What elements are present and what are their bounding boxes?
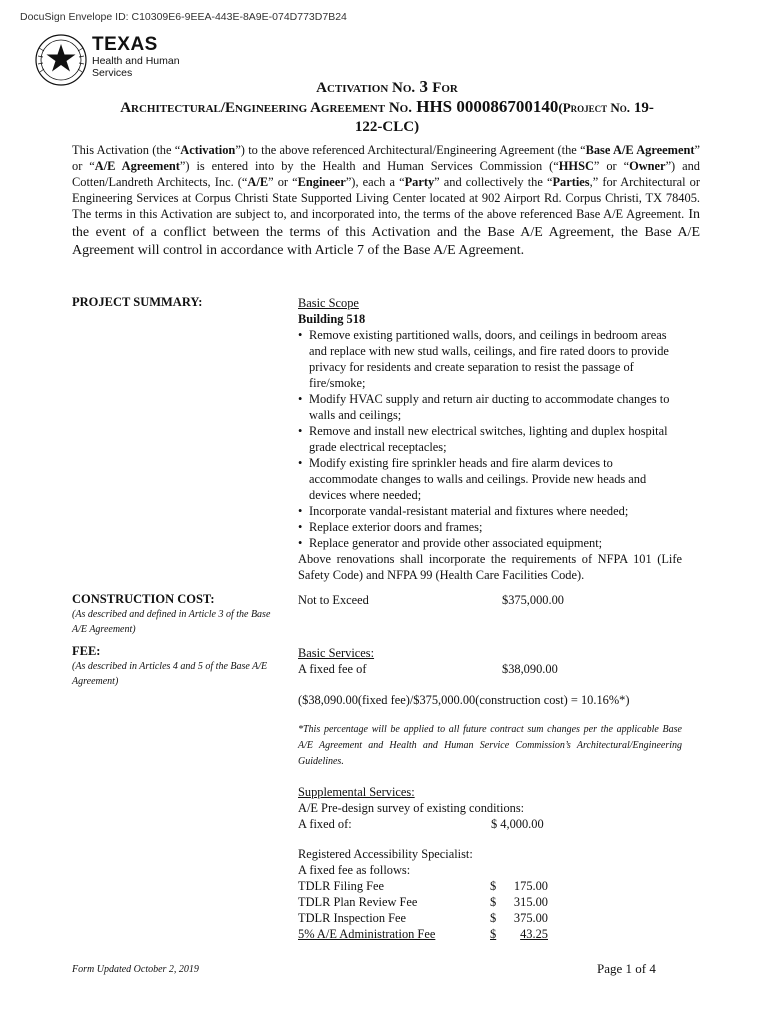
fee-item-dollar: $ [490,927,497,941]
fee-item-dollar: $ [490,911,497,925]
fee-item-row [298,926,558,942]
fee-item-row [298,878,558,894]
title-line-3: 122-CLC) [354,119,420,135]
fee-item-value: 175.00 [513,879,548,893]
fee-item-label: TDLR Inspection Fee [298,911,407,925]
project-summary-content [298,295,682,583]
building-heading: Building 518 [298,312,366,326]
fee-label: FEE: [72,644,101,658]
logo-texas: TEXAS [92,34,158,55]
basic-scope-heading: Basic Scope [298,296,359,310]
basic-services-amount: $38,090.00 [502,662,558,676]
scope-closing: Above renovations shall incorporate the requirements of NFPA 101 (Life Safety Code) and NFPA 99 (Health Care Facilities Code). [298,552,682,582]
fee-item-row [298,894,558,910]
supplemental-amount: $ 4,000.00 [491,817,544,831]
scope-bullet-text: Remove and install new electrical switches, lighting and duplex hospital grade electrical receptacles; [309,424,668,454]
fee-item-label: 5% A/E Administration Fee [298,927,436,941]
intro-text: ”) to the above referenced Architectural/Engineering Agreement (the “ [235,143,586,157]
scope-bullet: • Incorporate vandal-resistant material and fixtures where needed; [298,503,682,519]
fee-item-label: TDLR Filing Fee [298,879,385,893]
scope-bullet-text: Modify existing fire sprinkler heads and fire alarm devices to accommodate changes to walls and ceilings. Provide new heads and devices where needed; [309,456,647,502]
intro-text: ”) is entered into by the Health and Human Services Commission (“ [179,159,559,173]
title-line-2 [72,97,702,118]
docusign-envelope-id: DocuSign Envelope ID: C10309E6-9EEA-443E-8A9E-074D773D7B24 [20,11,347,23]
intro-text: ,” for Architectural or Engineering Services at Corpus Christi State Supported Living Center located at 902 Airport Rd. Corpus Christi, TX 78405. The terms in this Activation are subject to, and incorporated into, the terms of the above referenced Base A/E Agreement. [72,175,700,221]
intro-term-parties: Parties [552,175,590,189]
title-activation-number: 3 [415,77,433,96]
intro-term-party: Party [404,175,435,189]
fee-item-label: TDLR Plan Review Fee [298,895,418,909]
intro-term-ae: A/E [247,175,269,189]
logo-line2: Health and Human [92,55,180,67]
scope-bullet-text: Replace generator and provide other associated equipment; [309,536,603,550]
fee-note: (As described in Articles 4 and 5 of the Base A/E Agreement) [72,661,268,687]
fee-item-value: 375.00 [513,911,548,925]
fee-footnote: *This percentage will be applied to all future contract sum changes per the applicable Base A/E Agreement and Health and Human Service Commission’s Architectural/Engineering Guidelines. [298,724,682,767]
ras-line-2: A fixed fee as follows: [298,863,411,877]
title-for: For [432,80,458,96]
page-number: Page 1 of 4 [597,961,656,976]
intro-term-activation: Activation [180,143,236,157]
intro-text: ” or “ [593,159,630,173]
intro-text: ” or “ [72,143,700,173]
intro-paragraph [72,142,700,260]
fee-item-dollar: $ [490,879,497,893]
title-project-number-start: 19- [630,100,654,116]
construction-cost-text: Not to Exceed [298,593,369,607]
scope-bullet-text: Incorporate vandal-resistant material and fixtures where needed; [309,504,629,518]
scope-bullet-text: Modify HVAC supply and return air ducting to accommodate changes to walls and ceilings; [309,392,670,422]
fee-item-value: 315.00 [513,895,548,909]
fee-item-row [298,910,558,926]
intro-term-engineer: Engineer [297,175,346,189]
scope-bullet-text: Remove existing partitioned walls, doors, and ceilings in bedroom areas and replace with new stud walls, ceilings, and fire rated doors to provide privacy for residents and create separation to resist the passage of fire/smoke; [309,328,669,390]
form-updated-footer: Form Updated October 2, 2019 [72,964,199,975]
intro-text: ” and collectively the “ [434,175,553,189]
title-project-no: (Project No. [558,100,631,115]
fee-item-dollar: $ [490,895,497,909]
supplemental-line-2: A fixed of: [298,817,352,831]
intro-term-owner: Owner [629,159,666,173]
title-line-1 [72,77,702,98]
scope-bullet: • Modify existing fire sprinkler heads and fire alarm devices to accommodate changes to walls and ceilings. Provide new heads and devices where needed; [298,455,682,503]
supplemental-line-1: A/E Pre-design survey of existing conditions: [298,801,525,815]
title-agreement-no: Architectural/Engineering Agreement No. [120,100,412,116]
construction-cost-note: (As described and defined in Article 3 of the Base A/E Agreement) [72,609,271,635]
construction-cost-amount: $375,000.00 [502,593,564,607]
intro-term-base-agreement: Base A/E Agreement [585,143,695,157]
logo-wordmark [92,35,180,79]
intro-text: ”), each a “ [345,175,405,189]
logo-line3: Services [92,67,133,79]
scope-bullet-text: Replace exterior doors and frames; [309,520,483,534]
title-agreement-number: HHS 000086700140 [411,97,559,116]
basic-services-text: A fixed fee of [298,662,367,676]
fee-calculation: ($38,090.00(fixed fee)/$375,000.00(construction cost) = 10.16%*) [298,693,630,707]
ras-line-1: Registered Accessibility Specialist: [298,847,473,861]
intro-conflict-clause: In the event of a conflict between the terms of this Activation and the Base A/E Agreement, the Base A/E Agreement will control in accordance with Article 7 of the Base A/E Agreement. [72,207,700,258]
intro-text: ”) and Cotten/Landreth Architects, Inc. (“ [72,159,700,189]
intro-text: This Activation (the “ [72,143,181,157]
basic-services-heading: Basic Services: [298,646,375,660]
project-summary-label: PROJECT SUMMARY: [72,295,203,309]
construction-cost-label: CONSTRUCTION COST: [72,592,215,606]
intro-term-ae-agreement: A/E Agreement [94,159,180,173]
scope-bullet: • Modify HVAC supply and return air ducting to accommodate changes to walls and ceilings; [298,391,682,423]
title-activation-no: Activation No. [316,80,416,96]
scope-bullet: • Replace exterior doors and frames; [298,519,682,535]
scope-bullet: • Remove existing partitioned walls, doors, and ceilings in bedroom areas and replace with new stud walls, ceilings, and fire rated doors to provide privacy for residents and create separation to resist the passage of fire/smoke; [298,327,682,391]
intro-text: ” or “ [268,175,298,189]
scope-bullet: • Replace generator and provide other associated equipment; [298,535,682,551]
scope-bullet: • Remove and install new electrical switches, lighting and duplex hospital grade electrical receptacles; [298,423,682,455]
ras-fee-table [298,878,558,942]
fee-item-value: 43.25 [520,927,548,941]
supplemental-services-heading: Supplemental Services: [298,785,415,799]
intro-term-hhsc: HHSC [558,159,594,173]
